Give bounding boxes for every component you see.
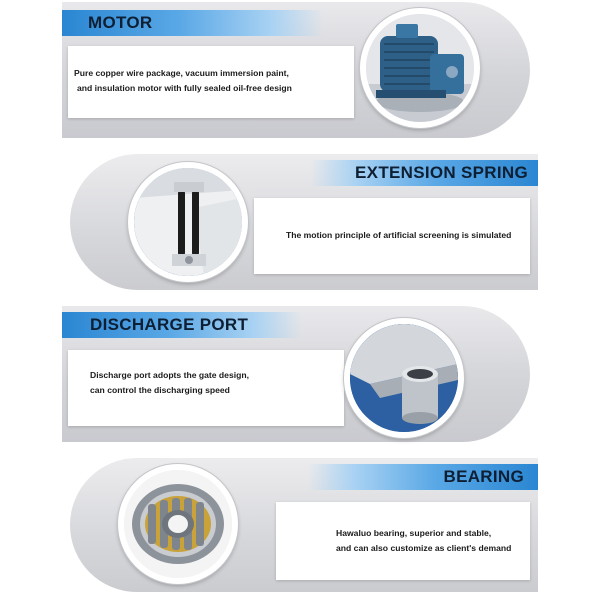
discharge-port-description-line-1: Discharge port adopts the gate design, <box>90 370 250 380</box>
motor-description-box <box>68 46 354 118</box>
motor-photo-icon <box>360 8 480 128</box>
bearing-description-box <box>276 502 530 580</box>
discharge-port-description <box>90 368 249 398</box>
discharge-port-description-line-2: can control the discharging speed <box>90 385 230 395</box>
bearing-section <box>70 458 538 592</box>
discharge-port-title-banner <box>62 312 302 338</box>
motor-section <box>62 2 530 138</box>
motor-description-line-2: and insulation motor with fully sealed oil-free design <box>77 83 292 93</box>
motor-title-banner <box>62 10 324 36</box>
extension-spring-title: EXTENSION SPRING <box>355 163 528 182</box>
extension-spring-description-box <box>254 198 530 274</box>
discharge-port-description-box <box>68 350 344 426</box>
extension-spring-description <box>286 228 511 243</box>
motor-description-line-1: Pure copper wire package, vacuum immersion paint, <box>74 68 289 78</box>
bearing-description <box>336 526 511 556</box>
extension-spring-title-banner <box>310 160 538 186</box>
bearing-title: BEARING <box>443 467 524 486</box>
extension-spring-section <box>70 154 538 290</box>
discharge-port-photo-icon <box>344 318 464 438</box>
bearing-description-line-2: and can also customize as client's demand <box>336 543 512 553</box>
extension-spring-description-line-1: The motion principle of artificial screening is simulated <box>286 230 512 240</box>
discharge-port-section <box>62 306 530 442</box>
motor-title: MOTOR <box>88 13 153 32</box>
extension-spring-photo-icon <box>128 162 248 282</box>
bearing-title-banner <box>308 464 538 490</box>
motor-description <box>74 66 292 96</box>
bearing-description-line-1: Hawaluo bearing, superior and stable, <box>336 528 492 538</box>
discharge-port-title: DISCHARGE PORT <box>90 315 249 334</box>
bearing-photo-icon <box>118 464 238 584</box>
